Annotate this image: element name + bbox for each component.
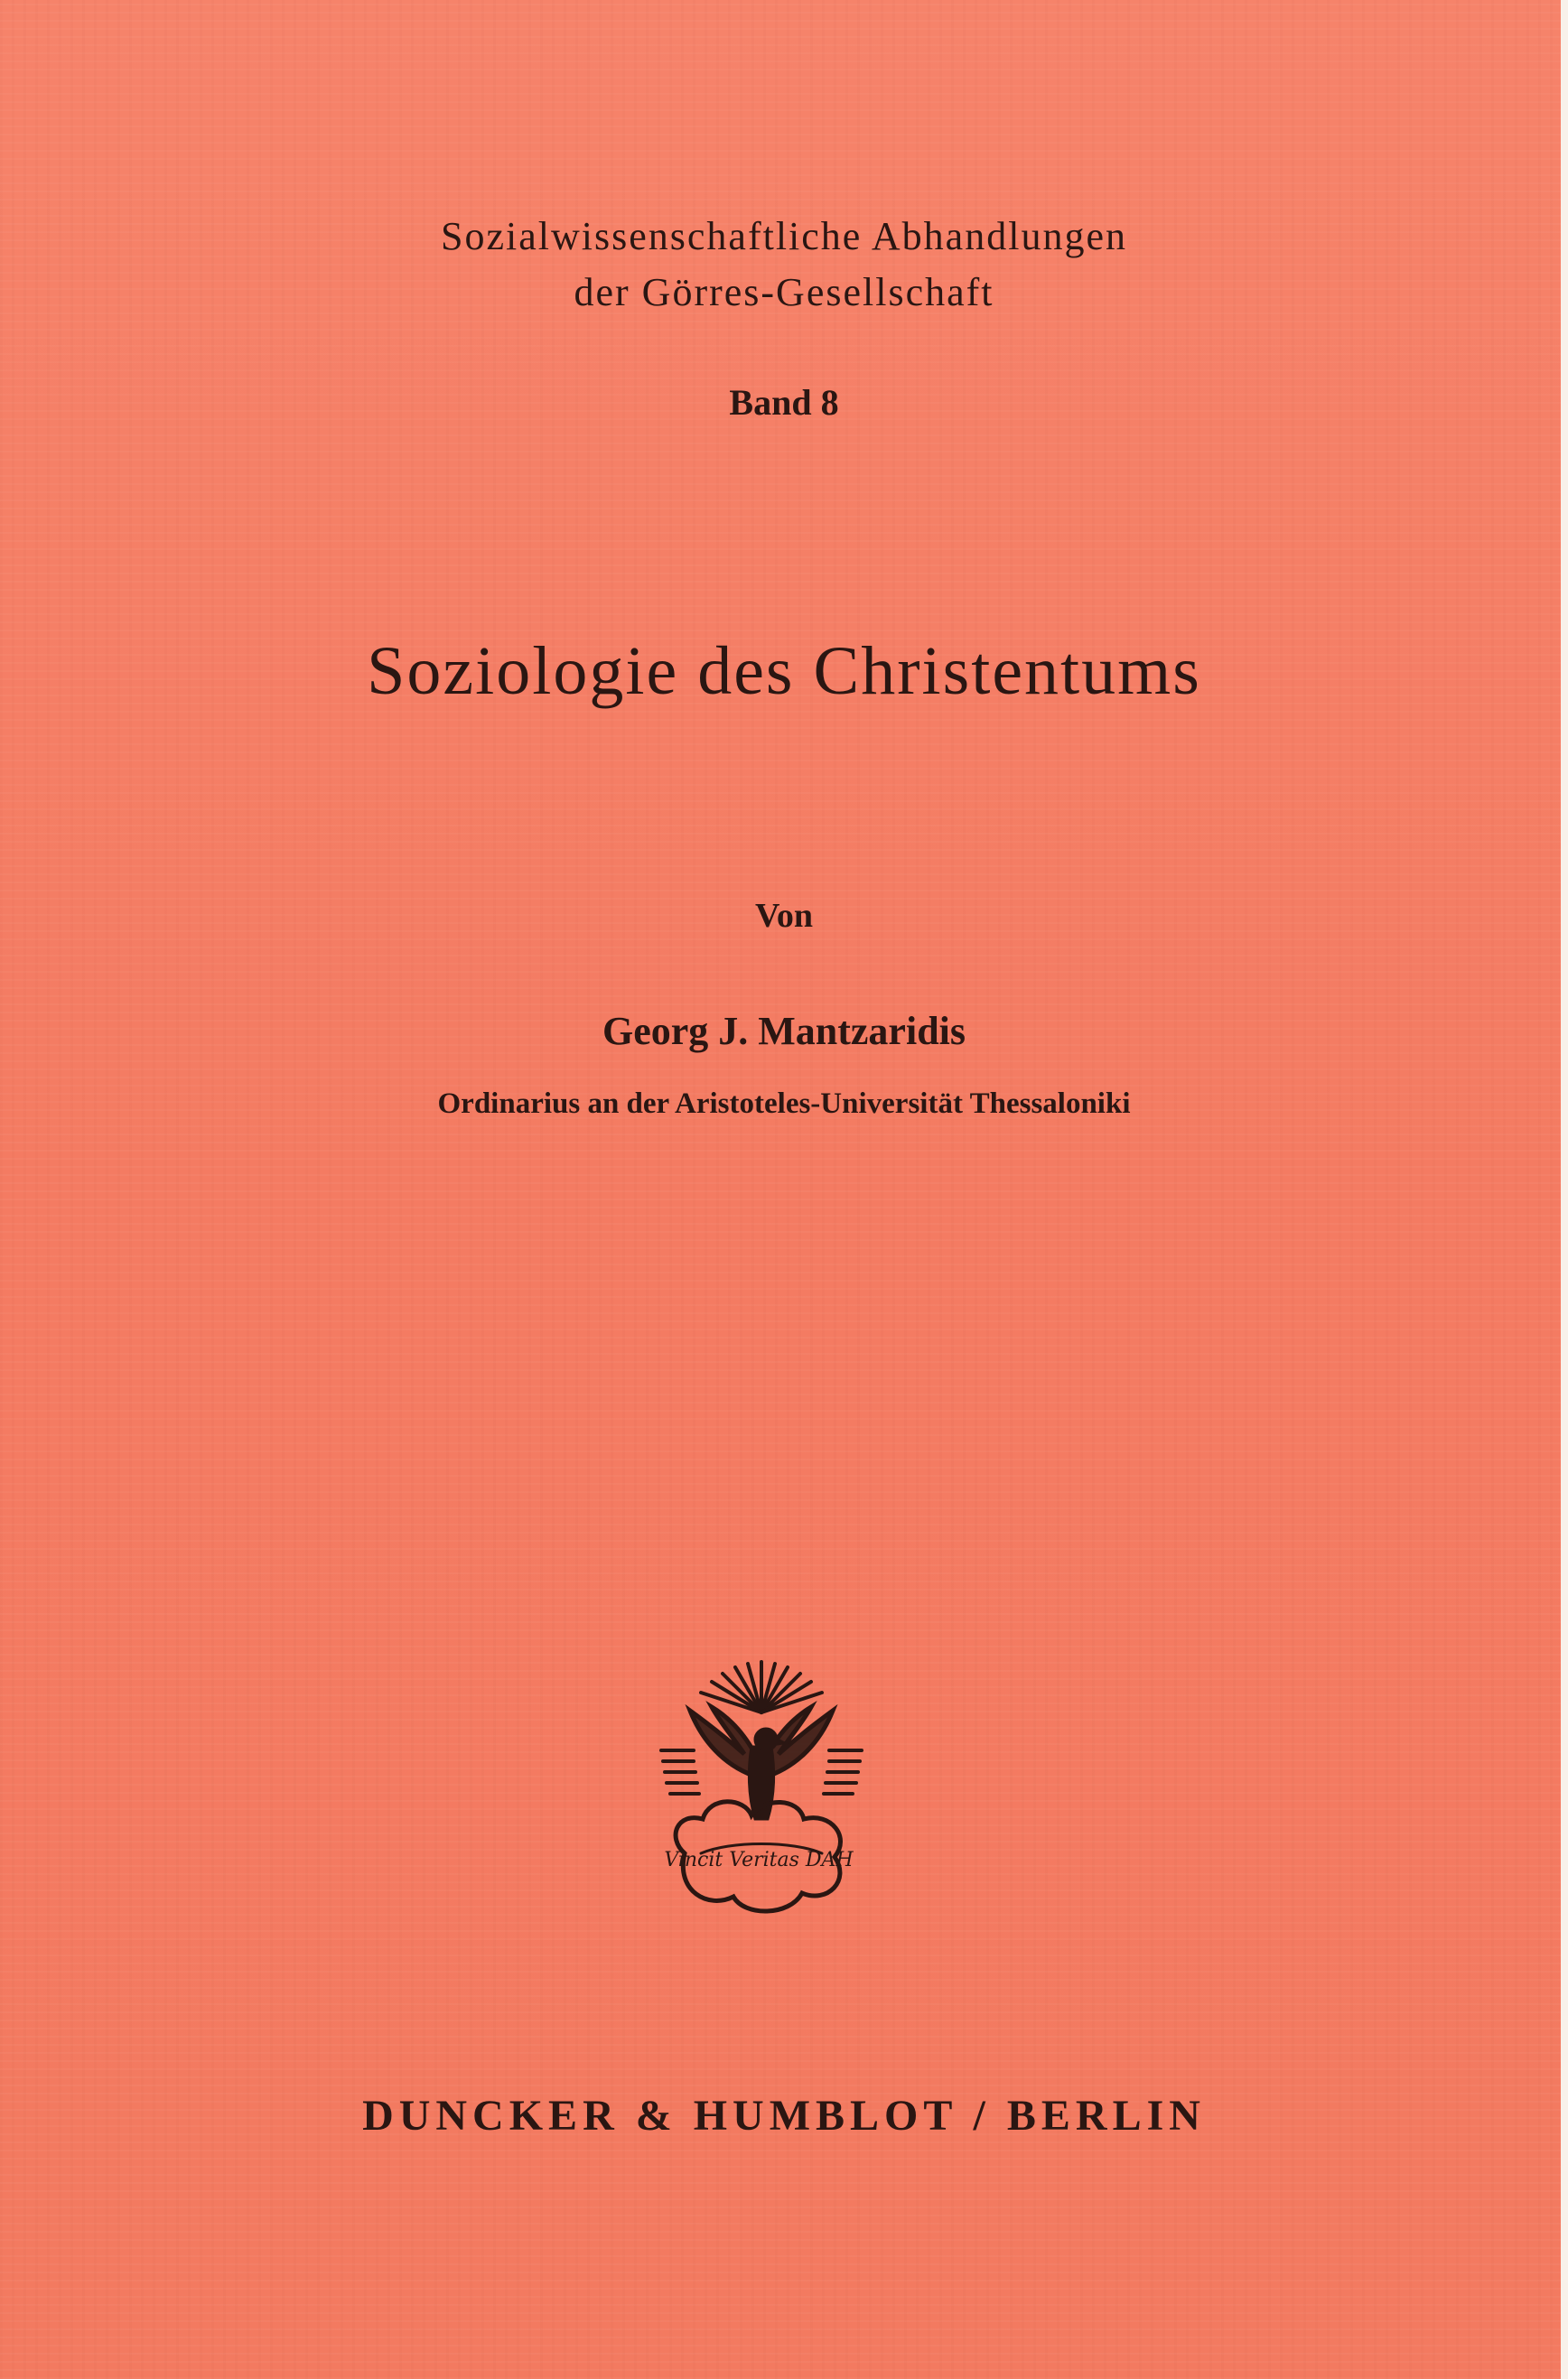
- page-edge: [1561, 0, 1568, 2379]
- series-title-line-1: Sozialwissenschaftliche Abhandlungen: [441, 214, 1127, 258]
- author-affiliation: Ordinarius an der Aristoteles-Universität Thessaloniki: [437, 1087, 1131, 1120]
- logo-motto: Vincit Veritas DAH: [664, 1849, 854, 1871]
- book-title: Soziologie des Christentums: [367, 633, 1201, 709]
- series-title-line-2: der Görres-Gesellschaft: [574, 270, 994, 314]
- publisher-imprint: DUNCKER & HUMBLOT / BERLIN: [362, 2092, 1206, 2140]
- by-label: Von: [754, 897, 814, 935]
- eagle-sunburst-icon: [658, 1660, 865, 1922]
- volume-number: Band 8: [729, 382, 839, 423]
- author-name: Georg J. Mantzaridis: [602, 1009, 966, 1053]
